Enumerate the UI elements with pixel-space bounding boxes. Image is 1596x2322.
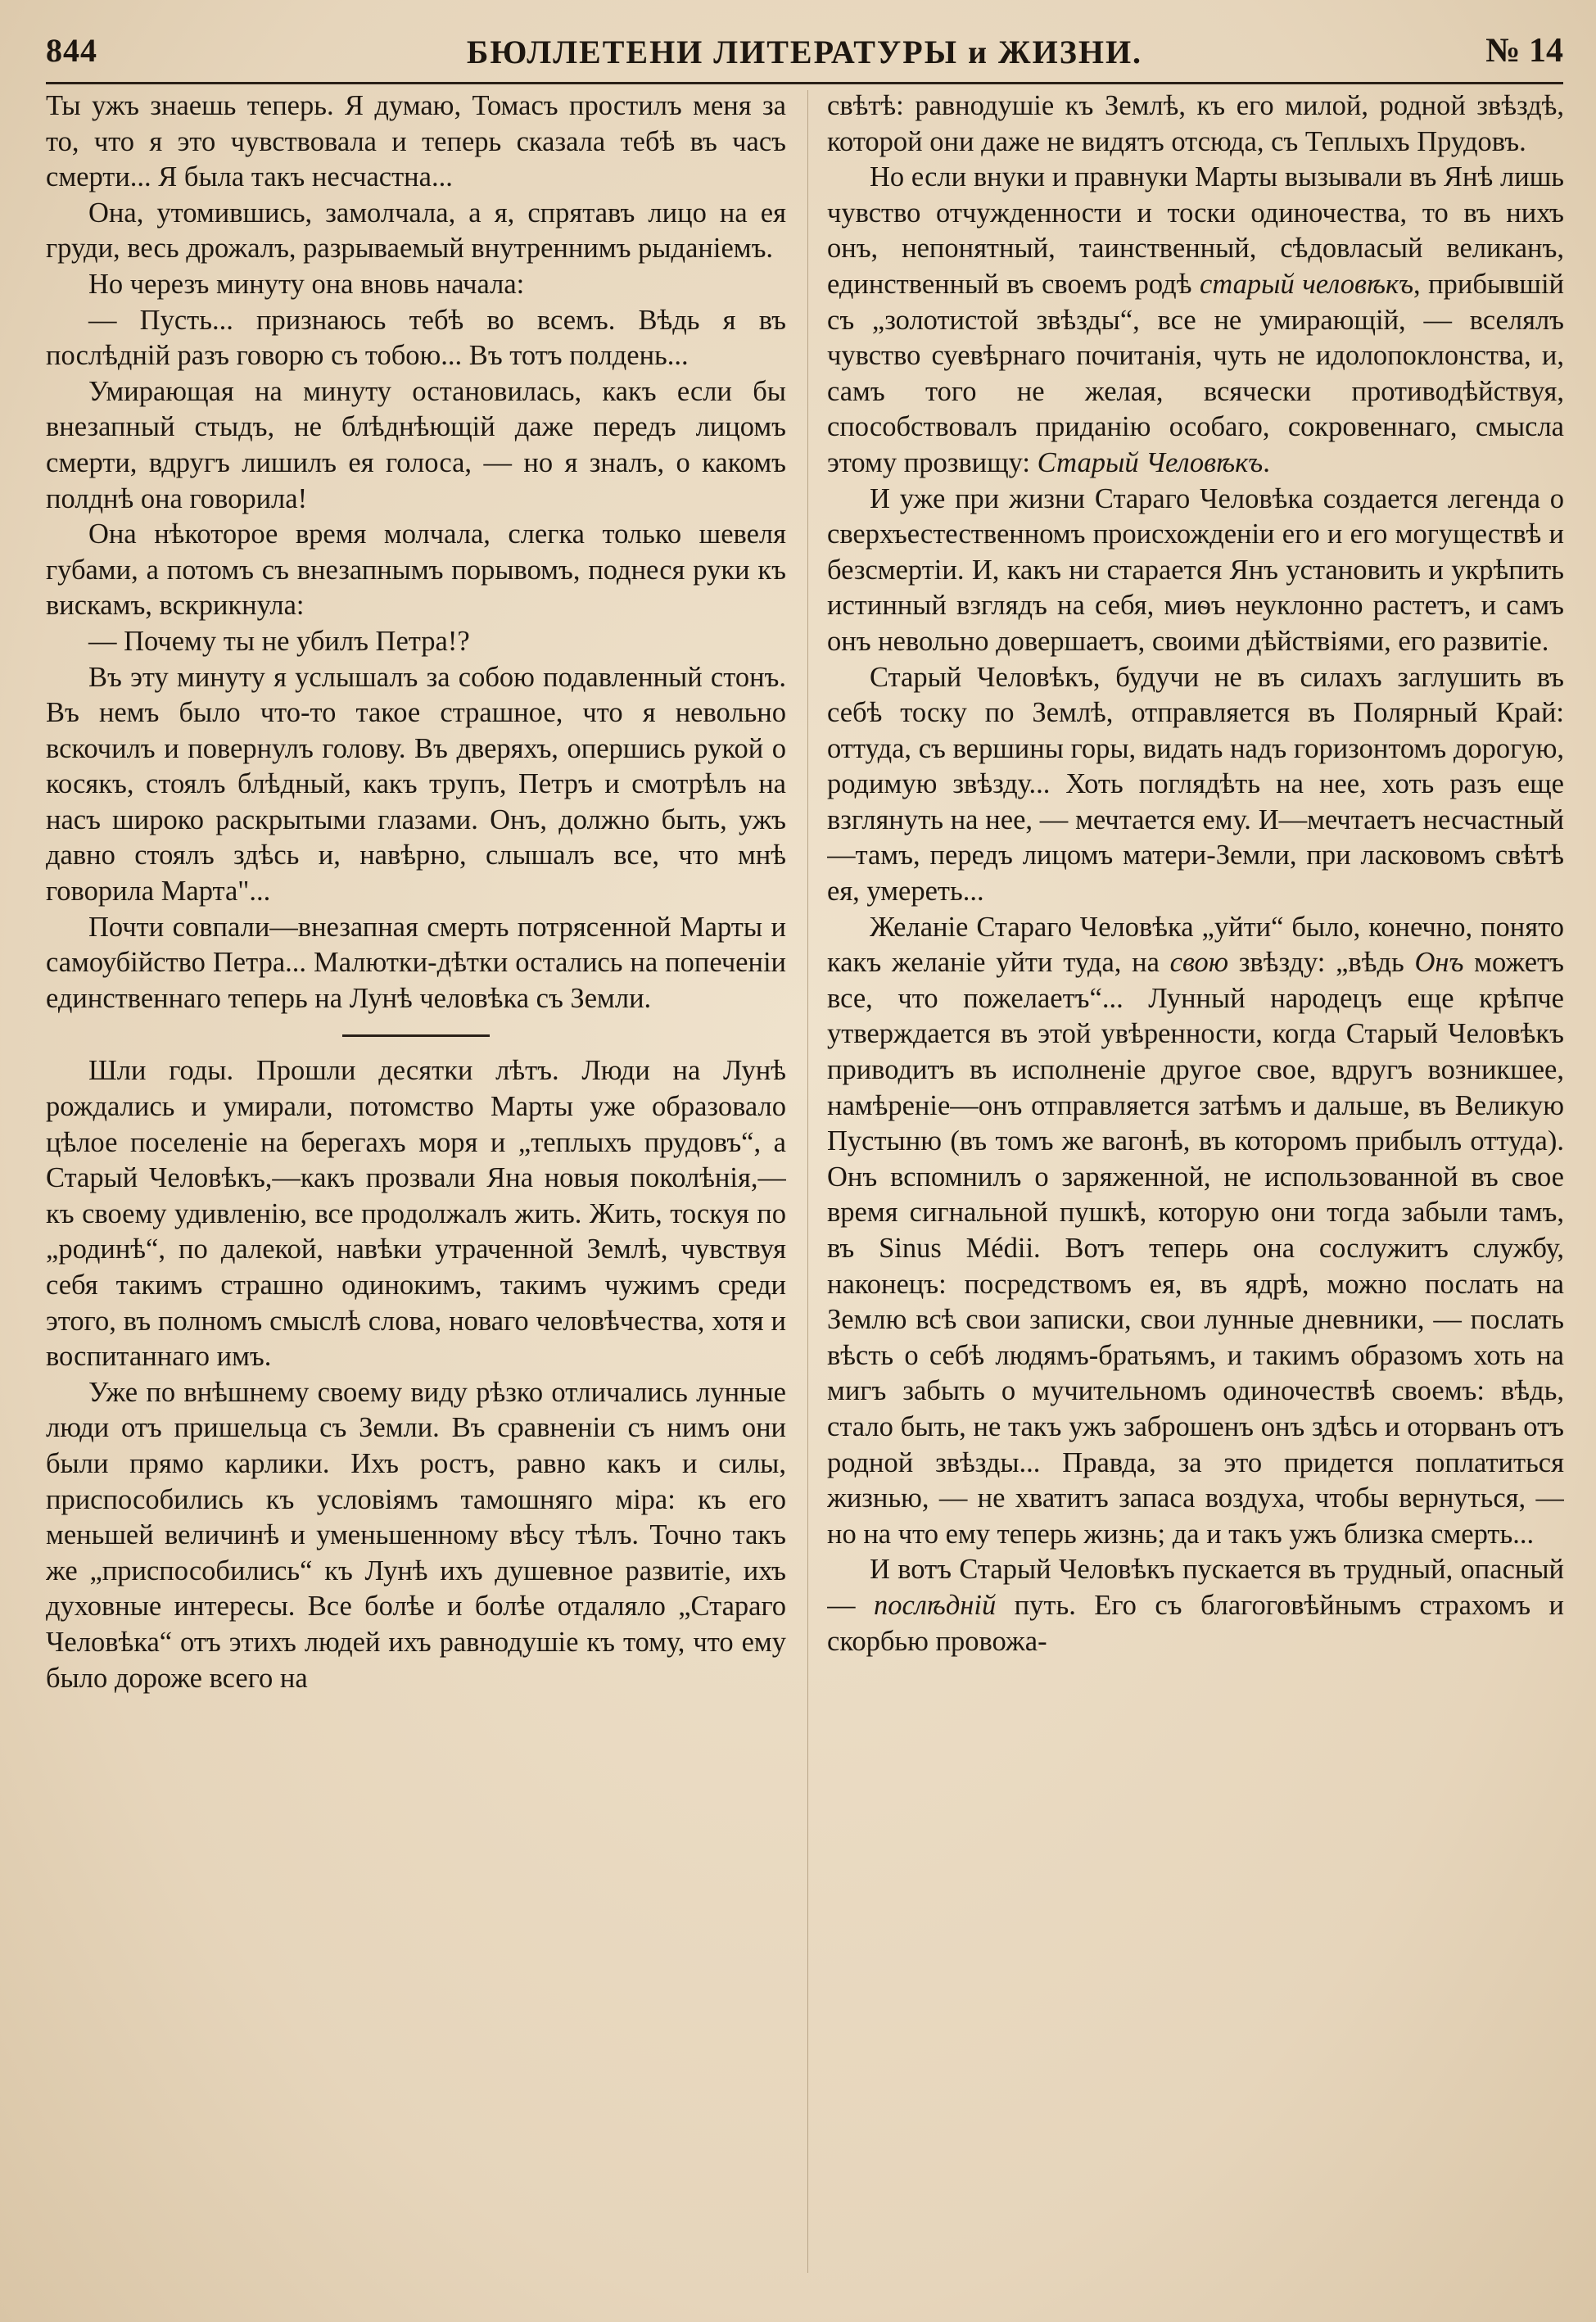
page-number: 844 — [46, 32, 97, 69]
text-run: можетъ все, что пожелаетъ“... Лунный народецъ еще крѣпче утверждается въ этой увѣренности, когда Старый Человѣкъ приводитъ въ исполненіе другое свое, вдругъ возникшее, намѣреніе—онъ отправляется затѣмъ и дальше, въ Великую Пустыню (въ томъ же вагонѣ, въ которомъ прибылъ оттуда). Онъ вспомнилъ о заряженной, не использованной въ свое время сигнальной пушкѣ, которую они тогда забыли тамъ, въ Sinus Médii. Вотъ теперь она сослужитъ службу, наконецъ: посредствомъ ея, въ ядрѣ, можно послать на Землю всѣ свои записки, свои лунные дневники, — послать вѣсть о себѣ людямъ-братьямъ, и такимъ образомъ хоть на мигъ забыть о мучительномъ одиночествѣ своемъ: вѣдь, стало быть, не такъ ужъ заброшенъ онъ здѣсь и оторванъ отъ родной звѣзды... Правда, за это придется поплатиться жизнью, — не хватитъ запаса воздуха, чтобы вернуться, — но на что ему теперь жизнь; да и такъ ужъ близка смерть... — [827, 947, 1564, 1550]
italic-phrase: свою — [1169, 947, 1229, 979]
paragraph: Но черезъ минуту она вновь начала: — [88, 268, 525, 300]
paragraph: Почти совпали—внезапная смерть потрясенной Марты и самоубійство Петра... Малютки-дѣтки остались на попеченіи единственнаго теперь на Лунѣ человѣка съ Земли. — [46, 911, 786, 1014]
text-run: звѣзду: „вѣдь — [1228, 947, 1415, 979]
text-run: И вотъ Старый Человѣкъ пускается въ трудный, опасный — — [827, 1554, 1564, 1621]
paragraph: Ты ужъ знаешь теперь. Я думаю, Томасъ простилъ меня за то, что я это чувствовала и теперь сказала тебѣ въ часъ смерти... Я была такъ несчастна... — [46, 90, 786, 193]
paragraph: Уже по внѣшнему своему виду рѣзко отличались лунные люди отъ пришельца съ Земли. Въ сравненіи съ нимъ они были прямо карлики. Ихъ ростъ, равно какъ и силы, приспособились къ условіямъ тамошняго міра: къ его меньшей величинѣ и уменьшенному вѣсу тѣлъ. Точно такъ же „приспособились“ къ Лунѣ ихъ душевное развитіе, ихъ духовные интересы. Все болѣе и болѣе отдаляло „Стараго Человѣка“ отъ этихъ людей ихъ равнодушіе къ тому, что ему было дороже всего на — [46, 1376, 786, 1694]
italic-phrase: Онъ — [1414, 947, 1464, 979]
paragraph: Она нѣкоторое время молчала, слегка только шевеля губами, а потомъ съ внезапнымъ порывомъ, поднеся руки къ вискамъ, вскрикнула: — [46, 518, 786, 622]
journal-title: БЮЛЛЕТЕНИ ЛИТЕРАТУРЫ и ЖИЗНИ. — [466, 34, 1143, 70]
paragraph: — Почему ты не убилъ Петра!? — [88, 625, 470, 657]
text-run: Но если внуки и правнуки Марты вызывали въ Янѣ лишь чувство отчужденности и тоски одиночества, то въ нихъ онъ, непонятный, таинственный, сѣдовласый великанъ, единственный въ своемъ родѣ — [827, 161, 1564, 300]
paragraph: Она, утомившись, замолчала, а я, спрятавъ лицо на ея груди, весь дрожалъ, разрываемый внутреннимъ рыданіемъ. — [46, 197, 786, 265]
paragraph — [827, 910, 1564, 1553]
right-column — [827, 88, 1564, 2273]
paragraph: Въ эту минуту я услышалъ за собою подавленный стонъ. Въ немъ было что-то такое страшное, что я невольно вскочилъ и повернулъ голову. Въ дверяхъ, опершись рукой о косякъ, стоялъ блѣдный, какъ трупъ, Петръ и смотрѣлъ на насъ широко раскрытыми глазами. Онъ, должно быть, ужъ давно стоялъ здѣсь и, навѣрно, слышалъ все, что мнѣ говорила Марта"... — [46, 661, 786, 908]
text-run: Желаніе Стараго Человѣка „уйти“ было, конечно, понято какъ желаніе уйти туда, на — [827, 911, 1564, 979]
paragraph: Шли годы. Прошли десятки лѣтъ. Люди на Лунѣ рождались и умирали, потомство Марты уже образовало цѣлое поселеніе на берегахъ моря и „теплыхъ прудовъ“, а Старый Человѣкъ,—какъ прозвали Яна новыя поколѣнія,—къ своему удивленію, все продолжалъ жить. Жить, тоскуя по „родинѣ“, по далекой, навѣки утраченной Землѣ, чувствуя себя такимъ страшно одинокимъ, такимъ чужимъ среди этого, въ полномъ смыслѣ слова, новаго человѣчества, хотя и воспитаннаго имъ. — [46, 1055, 786, 1373]
text-run: . — [1263, 446, 1270, 478]
paragraph: — Пусть... признаюсь тебѣ во всемъ. Вѣдь я въ послѣдній разъ говорю съ тобою... Въ тотъ полдень... — [46, 304, 786, 372]
paragraph: Умирающая на минуту остановилась, какъ если бы внезапный стыдъ, не блѣднѣющій даже передъ лицомъ смерти, вдругъ лишилъ ея голоса, — но я зналъ, о какомъ полднѣ она говорила! — [46, 375, 786, 514]
page-header — [46, 31, 1563, 88]
italic-phrase: Старый Человѣкъ — [1037, 446, 1264, 478]
left-column — [46, 88, 786, 2273]
paragraph: свѣтѣ: равнодушіе къ Землѣ, къ его милой, родной звѣздѣ, которой они даже не видятъ отсюда, съ Теплыхъ Прудовъ. — [827, 90, 1564, 157]
text-run: путь. Его съ благоговѣйнымъ страхомъ и скорбью провожа- — [827, 1589, 1564, 1657]
paragraph — [827, 160, 1564, 481]
italic-phrase: послѣдній — [873, 1589, 997, 1621]
section-divider — [342, 1034, 490, 1037]
paragraph — [827, 1552, 1564, 1659]
text-run: , прибывшій съ „золотистой звѣзды“, все не умирающій, — вселялъ чувство суевѣрнаго почитанія, чуть не идолопоклонства, и, самъ того не желая, всячески противодѣйствуя, способствовалъ приданію особаго, сокровеннаго, смысла этому прозвищу: — [827, 268, 1564, 478]
paragraph: И уже при жизни Стараго Человѣка создается легенда о сверхъестественномъ происхожденіи его и его могуществѣ и безсмертіи. И, какъ ни старается Янъ установить и укрѣпить истинный взглядъ на себя, миѳъ неуклонно растетъ, и самъ онъ невольно довершаетъ, своими дѣйствіями, его развитіе. — [827, 482, 1564, 657]
header-rule — [46, 82, 1563, 84]
column-divider — [807, 90, 808, 2273]
italic-phrase: старый человѣкъ — [1200, 268, 1413, 300]
paragraph: Старый Человѣкъ, будучи не въ силахъ заглушить въ себѣ тоску по Землѣ, отправляется въ Полярный Край: оттуда, съ вершины горы, видать надъ горизонтомъ дорогую, родимую звѣзду... Хоть поглядѣть на нее, хоть разъ еще взглянуть на нее, — мечтается ему. И—мечтаетъ несчастный—тамъ, передъ лицомъ матери-Земли, при ласковомъ свѣтѣ ея, умереть... — [827, 661, 1564, 908]
issue-number: № 14 — [1485, 32, 1563, 70]
